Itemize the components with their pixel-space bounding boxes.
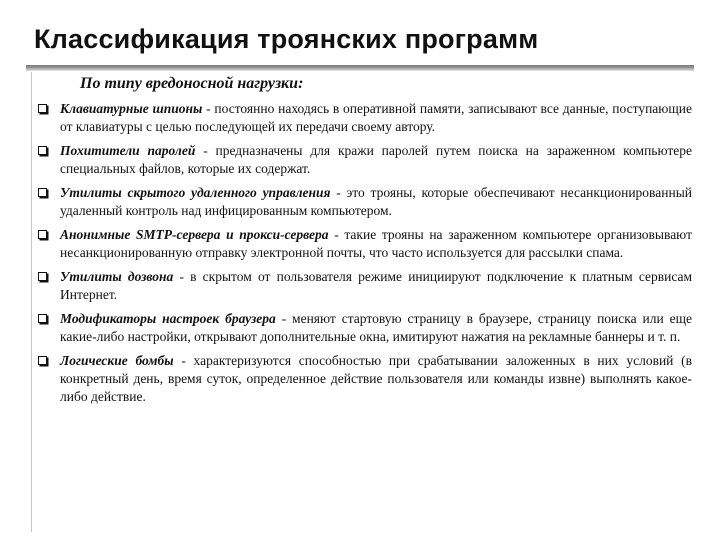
item-description: - такие трояны на зараженном компьютере организовывают несанкционированную отправку электронной почты, что часто используется для рассылки спама. [60,227,692,260]
item-term: Похитители паролей [60,143,196,158]
section-subtitle: По типу вредоносной нагрузки: [80,75,304,92]
item-description: - это трояны, которые обеспечивают несанкционированный удаленный контроль над инфицированным компьютером. [60,185,692,218]
list-item [36,226,692,262]
item-term: Модификаторы настроек браузера [60,311,276,326]
item-term: Клавиатурные шпионы [60,101,203,116]
checkbox-bullet-icon [36,100,50,118]
checkbox-bullet-icon [36,268,50,286]
checkbox-bullet-icon [36,226,50,244]
item-term: Логические бомбы [60,353,174,368]
list-item [36,184,692,220]
item-description: - в скрытом от пользователя режиме инициируют подключение к платным сервисам Интернет. [60,269,693,302]
list-item [36,268,692,304]
item-description: - характеризуются способностью при срабатывании заложенных в них условий (в конкретный день, время суток, определенное действие пользователя или команды извне) выполнять какое-либо действие. [60,353,692,404]
checkbox-bullet-icon [36,352,50,370]
item-description: - меняют стартовую страницу в браузере, страницу поиска или еще какие-либо настройки, открывают дополнительные окна, имитируют нажатия на рекламные баннеры и т. п. [60,311,692,344]
left-border-line [31,72,32,532]
checkbox-bullet-icon [36,184,50,202]
list-item [36,142,692,178]
title-underline [26,65,694,71]
item-term: Утилиты скрытого удаленного управления [60,185,331,200]
list-item [36,100,692,136]
checkbox-bullet-icon [36,142,50,160]
item-description: - постоянно находясь в оперативной памяти, записывают все данные, поступающие от клавиатуры с целью последующей их передачи своему автору. [60,101,692,134]
trojan-types-list [36,100,692,412]
list-item [36,352,692,406]
item-term: Утилиты дозвона [60,269,174,284]
item-description: - предназначены для кражи паролей путем поиска на зараженном компьютере специальных файлов, которые их содержат. [60,143,692,176]
item-term: Анонимные SMTP-сервера и прокси-сервера [60,227,329,242]
list-item [36,310,692,346]
checkbox-bullet-icon [36,310,50,328]
slide-title: Классификация троянских программ [34,24,539,54]
